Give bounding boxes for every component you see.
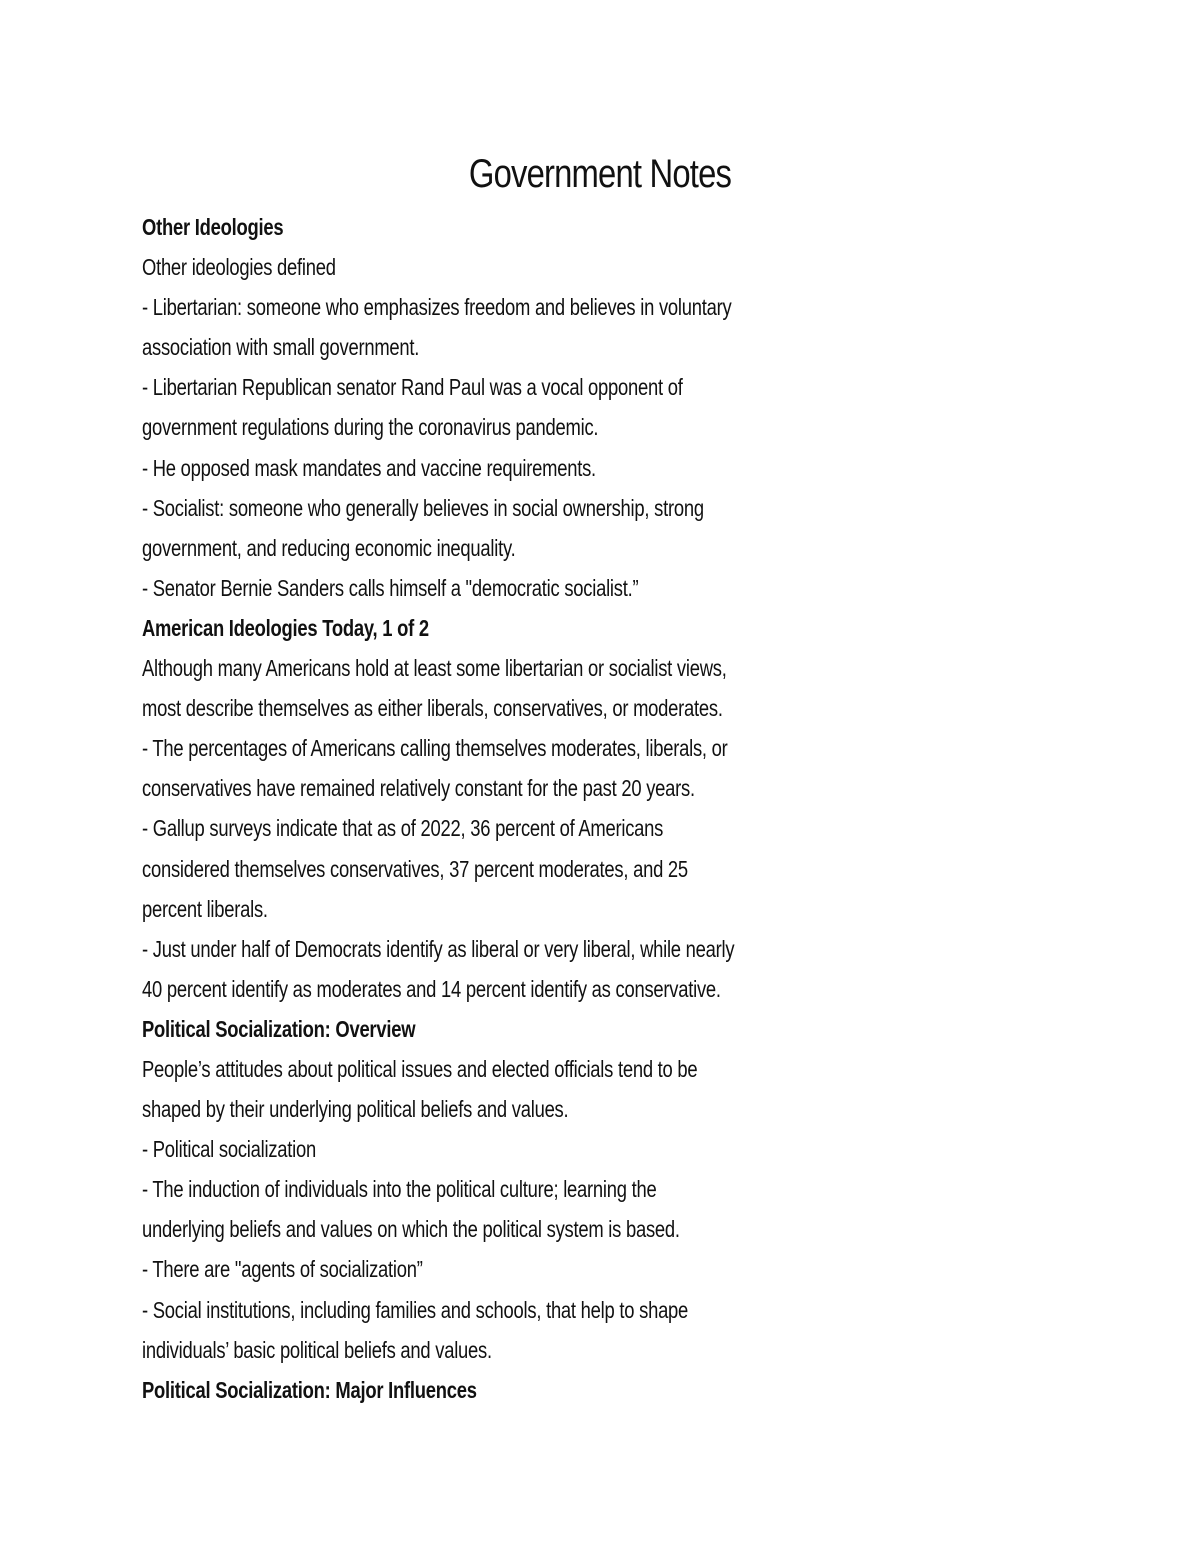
document-body [142, 207, 782, 1410]
text-line: shaped by their underlying political beliefs and values. [142, 1096, 569, 1123]
text-line: Other ideologies defined [142, 254, 336, 281]
section-heading: Political Socialization: Major Influences [142, 1376, 477, 1403]
text-line: People’s attitudes about political issues and elected officials tend to be [142, 1055, 698, 1082]
text-line: 40 percent identify as moderates and 14 percent identify as conservative. [142, 975, 721, 1002]
text-line: individuals’ basic political beliefs and values. [142, 1336, 492, 1363]
text-line: Although many Americans hold at least some libertarian or socialist views, [142, 655, 727, 682]
text-line: - Political socialization [142, 1136, 316, 1163]
document-title: Government Notes [468, 152, 732, 196]
text-line: - Gallup surveys indicate that as of 2022, 36 percent of Americans [142, 815, 664, 842]
text-line: most describe themselves as either liberals, conservatives, or moderates. [142, 695, 723, 722]
text-line: association with small government. [142, 334, 420, 361]
text-line: government, and reducing economic inequality. [142, 534, 516, 561]
text-line: - Libertarian Republican senator Rand Paul was a vocal opponent of [142, 374, 683, 401]
section-heading: Other Ideologies [142, 214, 284, 240]
text-line: conservatives have remained relatively constant for the past 20 years. [142, 775, 695, 802]
text-line: - Social institutions, including families and schools, that help to shape [142, 1296, 689, 1323]
text-line: - Just under half of Democrats identify as liberal or very liberal, while nearly [142, 935, 735, 962]
section-heading: American Ideologies Today, 1 of 2 [142, 614, 429, 641]
text-line: - The percentages of Americans calling themselves moderates, liberals, or [142, 735, 728, 762]
text-line: government regulations during the coronavirus pandemic. [142, 414, 599, 441]
text-line: - He opposed mask mandates and vaccine requirements. [142, 454, 596, 481]
section-heading: Political Socialization: Overview [142, 1015, 416, 1042]
text-line: - Socialist: someone who generally believes in social ownership, strong [142, 494, 704, 521]
text-line: - Senator Bernie Sanders calls himself a "democratic socialist.” [142, 574, 639, 601]
text-line: - Libertarian: someone who emphasizes freedom and believes in voluntary [142, 294, 732, 321]
text-line: considered themselves conservatives, 37 percent moderates, and 25 [142, 855, 688, 882]
text-line: underlying beliefs and values on which the political system is based. [142, 1216, 680, 1243]
text-line: - The induction of individuals into the political culture; learning the [142, 1176, 657, 1203]
text-line: percent liberals. [142, 895, 268, 922]
text-line: - There are "agents of socialization” [142, 1256, 423, 1283]
